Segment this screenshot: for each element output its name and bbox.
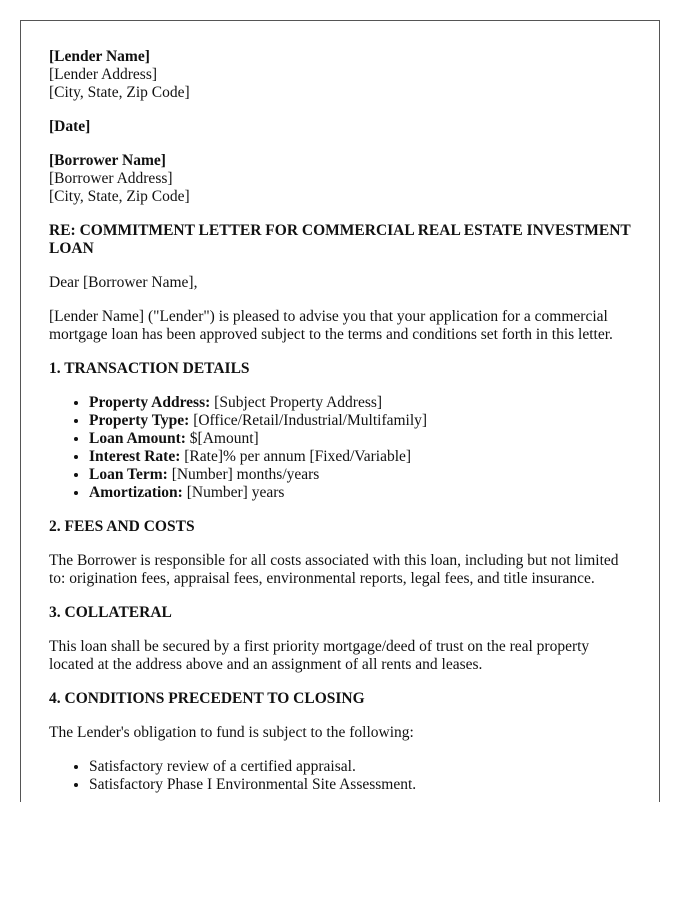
section3-body: This loan shall be secured by a first priority mortgage/deed of trust on the real property located at the address above and an assignment of all rents and leases. — [49, 638, 590, 673]
lender-name: [Lender Name] — [49, 48, 150, 65]
letter-content — [21, 21, 659, 794]
item-label: Property Type: — [89, 412, 190, 429]
conditions-list — [49, 758, 631, 794]
borrower-block — [49, 152, 631, 206]
subject-line: RE: COMMITMENT LETTER FOR COMMERCIAL REAL ESTATE INVESTMENT LOAN — [49, 222, 631, 257]
list-item — [89, 484, 631, 502]
letter-page — [20, 20, 660, 802]
list-item: • Satisfactory review of a certified appraisal. — [89, 758, 631, 776]
transaction-details-list — [49, 394, 631, 502]
item-value: [Subject Property Address] — [210, 394, 383, 411]
item-value: $[Amount] — [185, 430, 259, 447]
borrower-city-line: [City, State, Zip Code] — [49, 188, 190, 205]
list-item — [89, 430, 631, 448]
item-label: Loan Amount: — [89, 430, 186, 447]
item-value: [Rate]% per annum [Fixed/Variable] — [180, 448, 412, 465]
item-value: [Number] months/years — [167, 466, 320, 483]
lender-block — [49, 48, 631, 102]
item-label: Interest Rate: — [89, 448, 181, 465]
borrower-address: [Borrower Address] — [49, 170, 173, 187]
section1-heading: 1. TRANSACTION DETAILS — [49, 360, 250, 377]
intro-paragraph: [Lender Name] ("Lender") is pleased to advise you that your application for a commercial mortgage loan has been approved subject to the terms and conditions set forth in this letter. — [49, 308, 613, 343]
list-item — [89, 394, 631, 412]
item-label: Amortization: — [89, 484, 183, 501]
list-item — [89, 412, 631, 430]
item-value: [Number] years — [182, 484, 285, 501]
section3-heading: 3. COLLATERAL — [49, 604, 172, 621]
salutation: Dear [Borrower Name], — [49, 274, 198, 291]
list-item — [89, 448, 631, 466]
lender-city-line: [City, State, Zip Code] — [49, 84, 190, 101]
section4-body: The Lender's obligation to fund is subject to the following: — [49, 724, 414, 741]
date-block — [49, 118, 631, 136]
list-item: • Satisfactory Phase I Environmental Site Assessment. — [89, 776, 631, 794]
item-label: Loan Term: — [89, 466, 168, 483]
letter-date: [Date] — [49, 118, 91, 135]
borrower-name: [Borrower Name] — [49, 152, 166, 169]
list-item — [89, 466, 631, 484]
section4-heading: 4. CONDITIONS PRECEDENT TO CLOSING — [49, 690, 365, 707]
section2-body: The Borrower is responsible for all costs associated with this loan, including but not limited to: origination fees, appraisal fees, environmental reports, legal fees, and title insurance. — [49, 552, 619, 587]
section2-heading: 2. FEES AND COSTS — [49, 518, 195, 535]
item-label: Property Address: — [89, 394, 211, 411]
item-value: [Office/Retail/Industrial/Multifamily] — [189, 412, 428, 429]
lender-address: [Lender Address] — [49, 66, 158, 83]
